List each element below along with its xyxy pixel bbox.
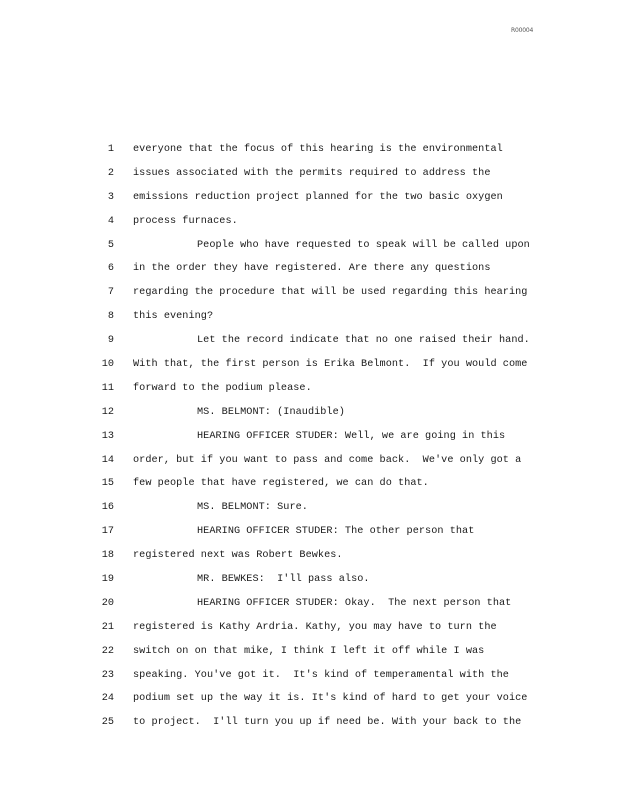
- transcript-line: [0, 332, 618, 356]
- page-id: R00004: [511, 27, 534, 34]
- line-text: With that, the first person is Erika Belmont. If you would come: [133, 359, 528, 371]
- transcript-line: [0, 619, 618, 643]
- transcript-line: [0, 595, 618, 619]
- transcript-line: [0, 284, 618, 308]
- line-number: 23: [101, 669, 114, 681]
- line-number: 7: [107, 287, 114, 299]
- line-number: 15: [101, 478, 114, 490]
- transcript-line: [0, 380, 618, 404]
- line-number: 22: [101, 645, 114, 657]
- transcript-line: [0, 189, 618, 213]
- line-number: 1: [107, 144, 114, 155]
- transcript-line: [0, 499, 618, 523]
- line-text: HEARING OFFICER STUDER: Well, we are going in this: [197, 430, 506, 442]
- line-number: 4: [107, 215, 114, 227]
- line-number: 18: [101, 550, 114, 562]
- transcript-line: [0, 523, 618, 547]
- line-text: MR. BEWKES: I'll pass also.: [197, 574, 370, 586]
- line-text: MS. BELMONT: (Inaudible): [197, 406, 345, 418]
- line-number: 5: [107, 239, 114, 251]
- line-text: issues associated with the permits required to address the: [133, 167, 491, 179]
- line-text: registered next was Robert Bewkes.: [133, 550, 343, 562]
- transcript-line: [0, 260, 618, 284]
- transcript-line: [0, 141, 618, 165]
- line-number: 10: [101, 359, 114, 371]
- line-number: 17: [101, 526, 114, 538]
- transcript-body: [0, 141, 618, 738]
- line-number: 6: [107, 263, 114, 275]
- line-number: 19: [101, 574, 114, 586]
- line-number: 13: [101, 430, 114, 442]
- line-text: Let the record indicate that no one raised their hand.: [197, 335, 530, 347]
- line-text: switch on on that mike, I think I left it off while I was: [133, 645, 485, 657]
- line-text: everyone that the focus of this hearing is the environmental: [133, 144, 503, 155]
- line-number: 24: [101, 693, 114, 705]
- line-number: 9: [107, 335, 114, 347]
- line-number: 20: [101, 597, 114, 609]
- line-text: MS. BELMONT: Sure.: [197, 502, 308, 514]
- transcript-line: [0, 571, 618, 595]
- transcript-line: [0, 667, 618, 691]
- transcript-line: [0, 404, 618, 428]
- line-text: regarding the procedure that will be used regarding this hearing: [133, 287, 528, 299]
- line-text: HEARING OFFICER STUDER: The other person that: [197, 526, 475, 538]
- line-number: 3: [107, 191, 114, 203]
- line-number: 12: [101, 406, 114, 418]
- line-text: order, but if you want to pass and come back. We've only got a: [133, 454, 522, 466]
- line-number: 25: [101, 717, 114, 729]
- line-number: 16: [101, 502, 114, 514]
- line-text: registered is Kathy Ardria. Kathy, you may have to turn the: [133, 621, 497, 633]
- line-number: 8: [107, 311, 114, 323]
- transcript-line: [0, 165, 618, 189]
- transcript-line: [0, 714, 618, 738]
- transcript-line: [0, 475, 618, 499]
- transcript-line: [0, 547, 618, 571]
- transcript-line: [0, 237, 618, 261]
- line-text: forward to the podium please.: [133, 382, 312, 394]
- line-text: this evening?: [133, 311, 214, 323]
- line-number: 11: [101, 382, 114, 394]
- line-number: 2: [107, 167, 114, 179]
- transcript-line: [0, 308, 618, 332]
- transcript-line: [0, 643, 618, 667]
- line-text: speaking. You've got it. It's kind of temperamental with the: [133, 669, 509, 681]
- transcript-line: [0, 690, 618, 714]
- line-text: few people that have registered, we can do that.: [133, 478, 429, 490]
- transcript-line: [0, 213, 618, 237]
- transcript-line: [0, 356, 618, 380]
- line-number: 14: [101, 454, 114, 466]
- line-text: podium set up the way it is. It's kind of hard to get your voice: [133, 693, 528, 705]
- line-text: to project. I'll turn you up if need be. With your back to the: [133, 717, 522, 729]
- line-text: process furnaces.: [133, 215, 238, 227]
- transcript-line: [0, 452, 618, 476]
- transcript-line: [0, 428, 618, 452]
- line-text: in the order they have registered. Are there any questions: [133, 263, 491, 275]
- line-text: emissions reduction project planned for the two basic oxygen: [133, 191, 503, 203]
- line-number: 21: [101, 621, 114, 633]
- line-text: People who have requested to speak will be called upon: [197, 239, 530, 251]
- line-text: HEARING OFFICER STUDER: Okay. The next person that: [197, 597, 512, 609]
